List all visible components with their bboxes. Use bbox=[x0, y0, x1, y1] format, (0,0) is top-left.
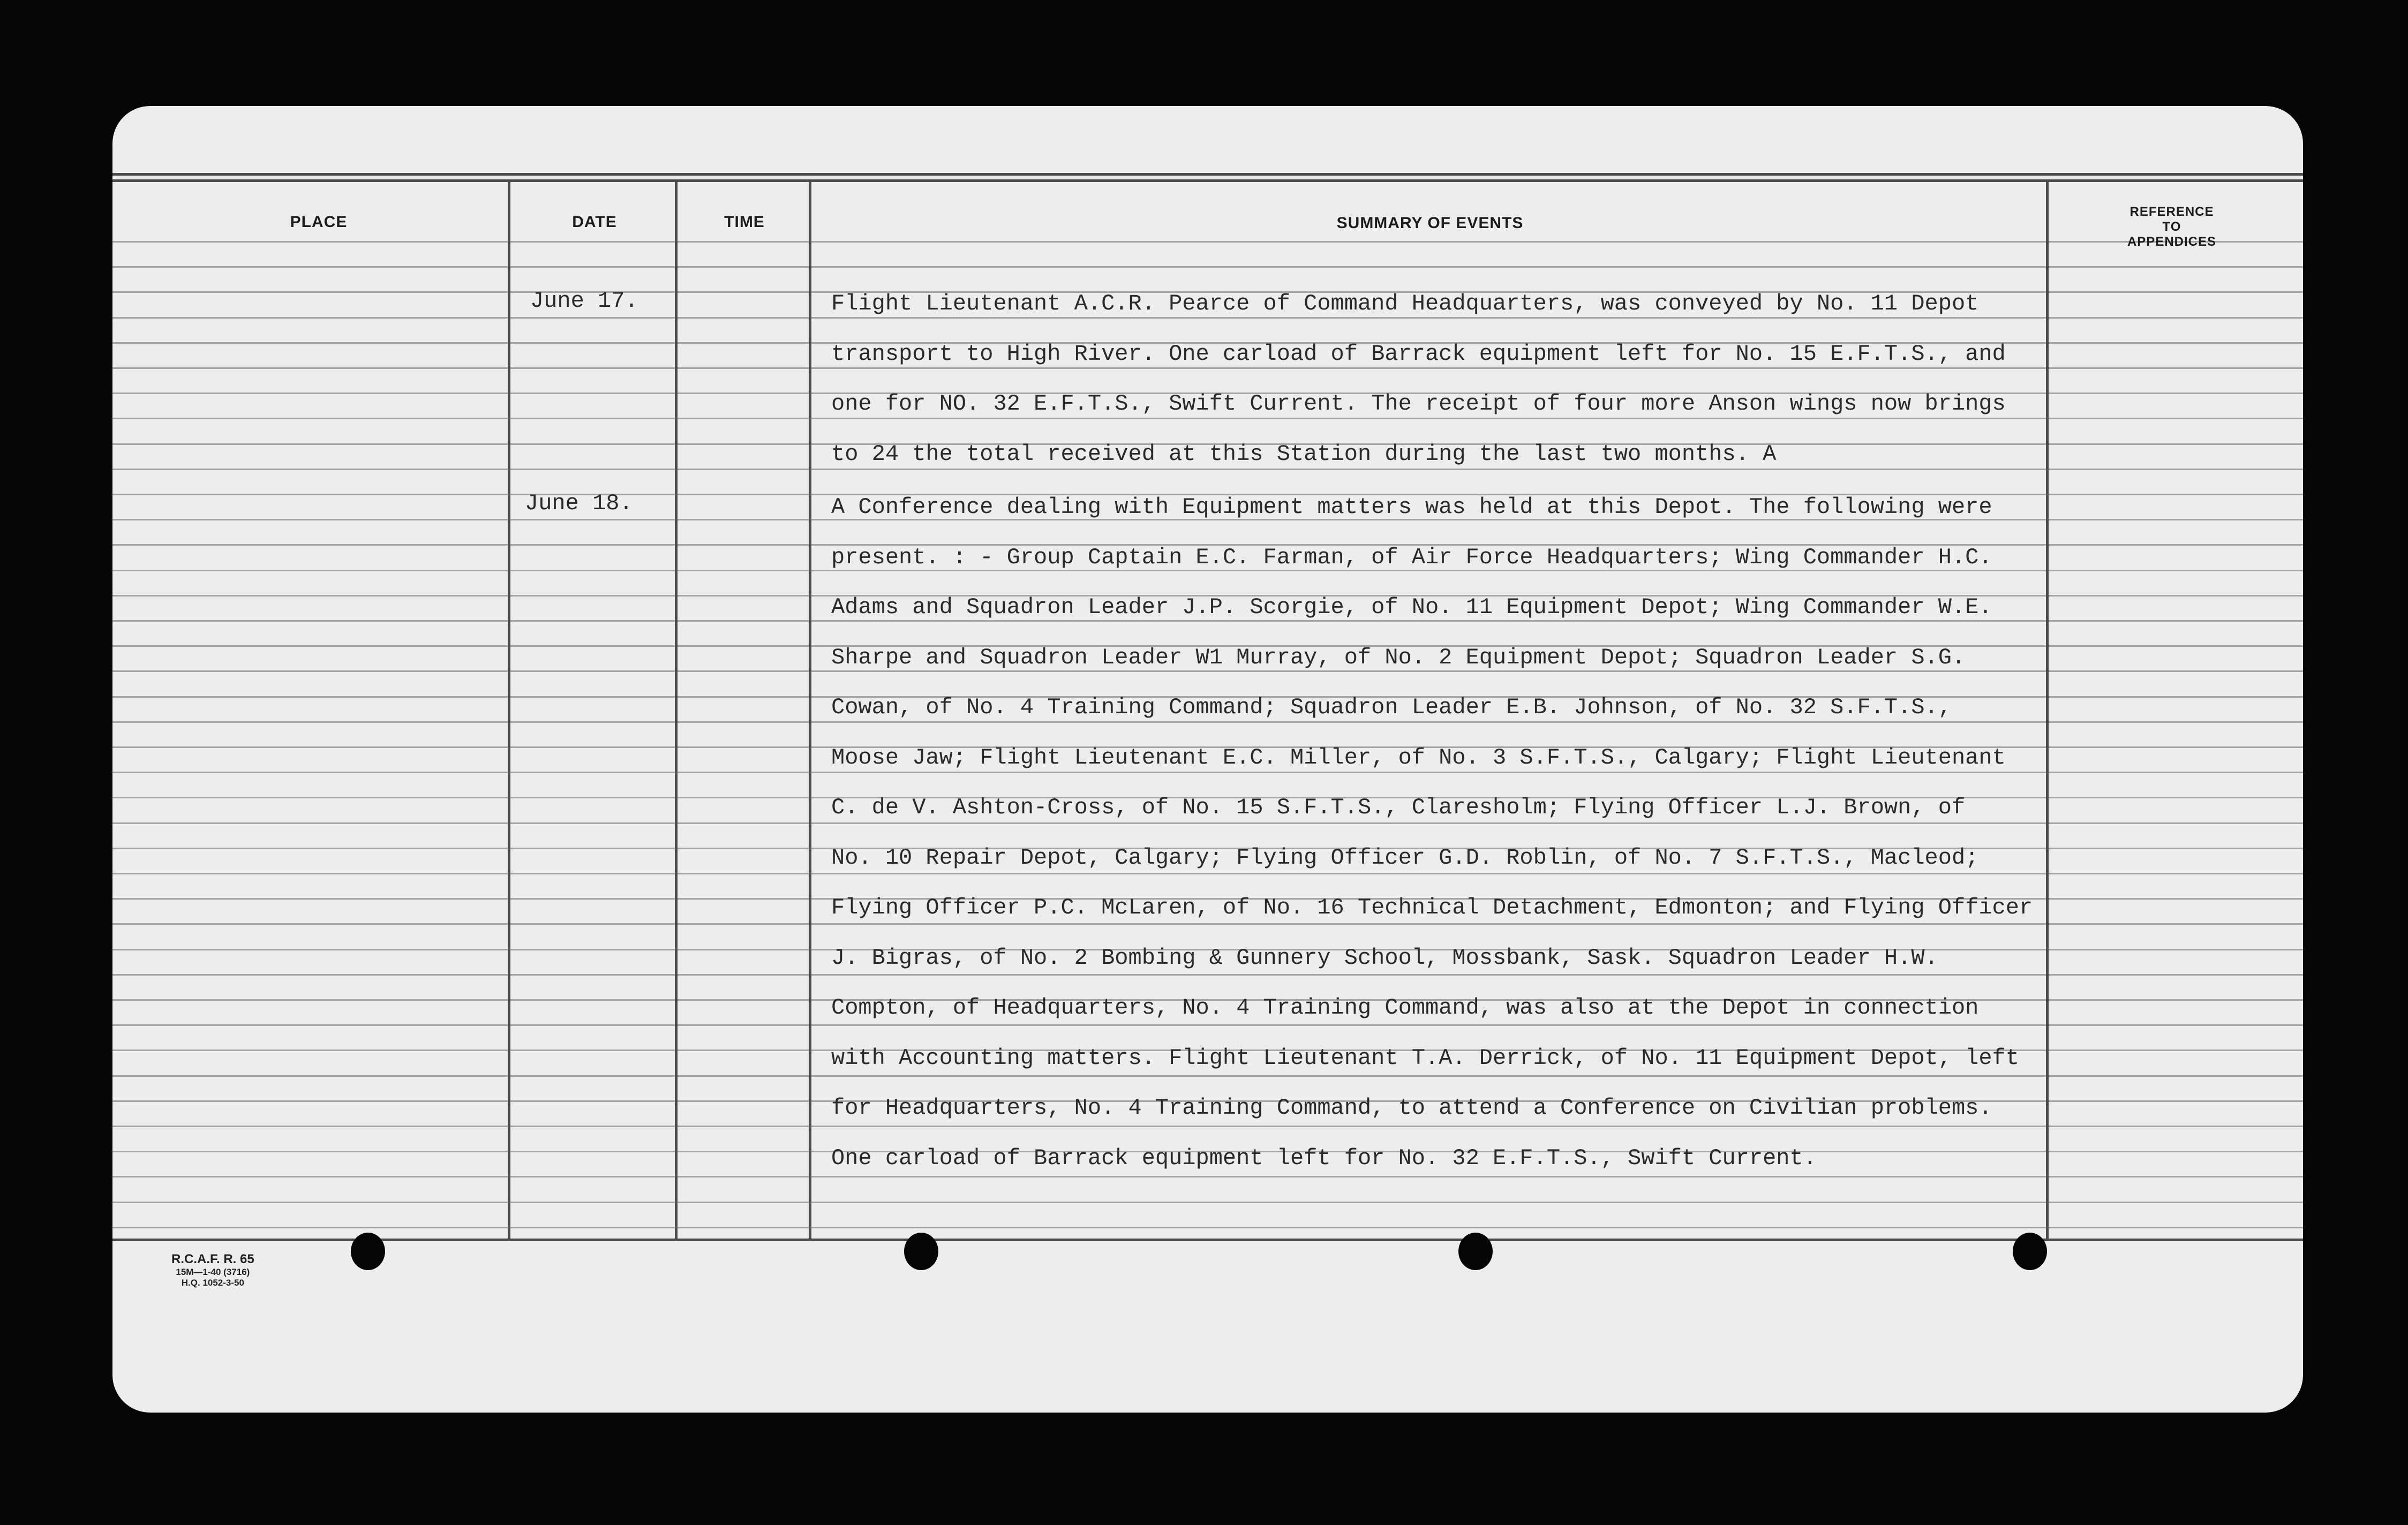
summary-line: one for NO. 32 E.F.T.S., Swift Current. The receipt of four more Anson wings now brings bbox=[831, 391, 2006, 417]
header-place: PLACE bbox=[290, 213, 348, 231]
ruled-line bbox=[112, 620, 2303, 622]
ruled-line bbox=[112, 317, 2303, 319]
ruled-line bbox=[112, 367, 2303, 369]
ruled-line bbox=[112, 1024, 2303, 1026]
top-rule bbox=[112, 173, 2303, 176]
summary-line: C. de V. Ashton-Cross, of No. 15 S.F.T.S., Claresholm; Flying Officer L.J. Brown, of bbox=[831, 795, 1966, 820]
binder-hole bbox=[1458, 1233, 1493, 1270]
ruled-line bbox=[112, 1176, 2303, 1177]
header-reference bbox=[2046, 205, 2298, 250]
summary-line: Adams and Squadron Leader J.P. Scorgie, of No. 11 Equipment Depot; Wing Commander W.E. bbox=[831, 594, 1992, 620]
ruled-line bbox=[112, 1202, 2303, 1203]
summary-line: transport to High River. One carload of Barrack equipment left for No. 15 E.F.T.S., and bbox=[831, 341, 2006, 367]
summary-line: Flight Lieutenant A.C.R. Pearce of Command Headquarters, was conveyed by No. 11 Depot bbox=[831, 291, 1979, 316]
ruled-line bbox=[112, 1126, 2303, 1127]
entry-date-june-18: June 18. bbox=[525, 490, 633, 516]
column-divider bbox=[809, 179, 811, 1240]
ruled-line bbox=[112, 822, 2303, 824]
top-rule-inner bbox=[112, 179, 2303, 182]
ruled-line bbox=[112, 469, 2303, 470]
header-summary: SUMMARY OF EVENTS bbox=[1336, 214, 1524, 232]
ruled-line bbox=[112, 266, 2303, 268]
summary-line: present. : - Group Captain E.C. Farman, of Air Force Headquarters; Wing Commander H.C. bbox=[831, 544, 1992, 570]
summary-line: No. 10 Repair Depot, Calgary; Flying Officer G.D. Roblin, of No. 7 S.F.T.S., Macleod; bbox=[831, 844, 1979, 871]
form-number: R.C.A.F. R. 65 bbox=[171, 1252, 254, 1266]
summary-line: J. Bigras, of No. 2 Bombing & Gunnery School, Mossbank, Sask. Squadron Leader H.W. bbox=[831, 945, 1938, 971]
ruled-line bbox=[112, 241, 2303, 243]
ruled-line bbox=[112, 670, 2303, 672]
column-divider bbox=[2046, 179, 2049, 1240]
summary-line: for Headquarters, No. 4 Training Command, to attend a Conference on Civilian problems. bbox=[831, 1095, 1992, 1121]
binder-hole bbox=[904, 1233, 938, 1270]
summary-line: Flying Officer P.C. McLaren, of No. 16 Technical Detachment, Edmonton; and Flying Officer bbox=[831, 895, 2033, 920]
binder-hole bbox=[351, 1233, 385, 1270]
summary-line: A Conference dealing with Equipment matters was held at this Depot. The following were bbox=[831, 494, 1992, 520]
header-date: DATE bbox=[572, 213, 617, 231]
header-reference-line-2: TO bbox=[2162, 220, 2181, 234]
summary-line: One carload of Barrack equipment left for No. 32 E.F.T.S., Swift Current. bbox=[831, 1145, 1817, 1171]
ruled-line bbox=[112, 1075, 2303, 1077]
column-divider bbox=[675, 179, 678, 1240]
binder-hole bbox=[2013, 1233, 2047, 1270]
form-card bbox=[112, 106, 2303, 1413]
ruled-line bbox=[112, 721, 2303, 723]
summary-line: Cowan, of No. 4 Training Command; Squadron Leader E.B. Johnson, of No. 32 S.F.T.S., bbox=[831, 694, 1952, 720]
ruled-line bbox=[112, 974, 2303, 976]
summary-line: Sharpe and Squadron Leader W1 Murray, of No. 2 Equipment Depot; Squadron Leader S.G. bbox=[831, 644, 1966, 670]
ruled-line bbox=[112, 772, 2303, 773]
ruled-line bbox=[112, 1227, 2303, 1228]
summary-line: with Accounting matters. Flight Lieutenant T.A. Derrick, of No. 11 Equipment Depot, left bbox=[831, 1045, 2019, 1071]
summary-line: Moose Jaw; Flight Lieutenant E.C. Miller, of No. 3 S.F.T.S., Calgary; Flight Lieutenant bbox=[831, 744, 2006, 771]
ruled-line bbox=[112, 923, 2303, 925]
print-code: 15M—1-40 (3716) bbox=[176, 1267, 250, 1277]
ruled-line bbox=[112, 418, 2303, 419]
entry-date-june-17: June 17. bbox=[530, 288, 638, 314]
summary-line: to 24 the total received at this Station during the last two months. A bbox=[831, 441, 1777, 467]
form-identifier bbox=[171, 1252, 254, 1288]
header-time: TIME bbox=[724, 213, 765, 231]
bottom-rule bbox=[112, 1239, 2303, 1241]
header-reference-line-3: APPENDICES bbox=[2127, 235, 2217, 249]
hq-code: H.Q. 1052-3-50 bbox=[181, 1278, 244, 1288]
column-divider bbox=[508, 179, 510, 1240]
summary-line: Compton, of Headquarters, No. 4 Training Command, was also at the Depot in connection bbox=[831, 995, 1979, 1021]
header-reference-line-1: REFERENCE bbox=[2129, 205, 2214, 219]
ruled-line bbox=[112, 873, 2303, 874]
